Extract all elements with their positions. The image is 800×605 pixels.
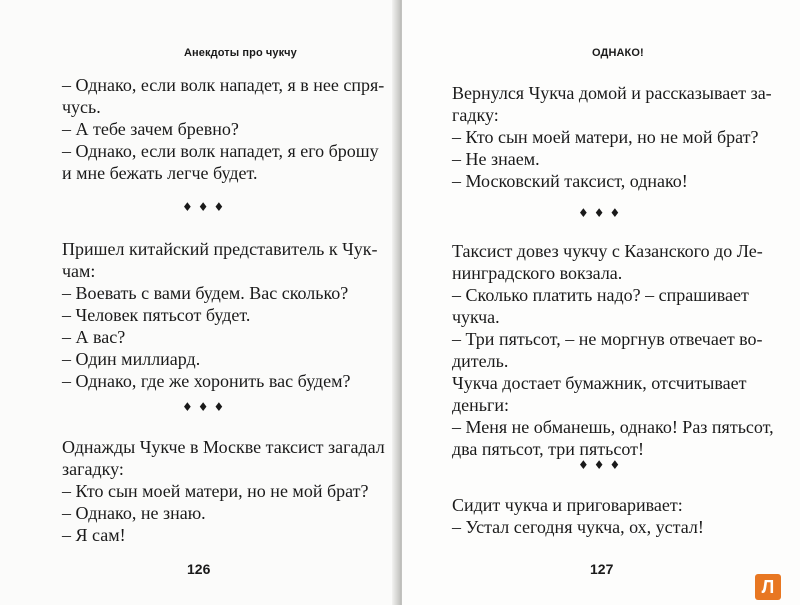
left-line: – Воевать с вами будем. Вас сколько? [62,283,349,303]
right-line: Вернулся Чукча домой и рассказывает за- [452,83,772,103]
left-line: чам: [62,261,96,281]
right-line: – Меня не обманешь, однако! Раз пятьсот, [452,417,774,437]
right-line: Таксист довез чукчу с Казанского до Ле- [452,241,763,261]
section-separator: ♦♦♦ [578,458,626,472]
left-line: – Однако, не знаю. [62,503,206,523]
section-separator: ♦♦♦ [182,400,230,414]
right-running-head: ОДНАКО! [592,47,644,59]
right-line: гадку: [452,105,499,125]
right-line: дитель. [452,351,509,371]
left-line: – А тебе зачем бревно? [62,119,239,139]
left-line: Пришел китайский представитель к Чук- [62,239,378,259]
right-line: чукча. [452,307,500,327]
right-line: – Сколько платить надо? – спрашивает [452,285,749,305]
left-line: – А вас? [62,327,126,347]
right-line: нинградского вокзала. [452,263,623,283]
right-line: – Три пятьсот, – не моргнув отвечает во- [452,329,763,349]
right-line: – Кто сын моей матери, но не мой брат? [452,127,759,147]
left-line: Однажды Чукче в Москве таксист загадал [62,437,385,457]
left-line: – Кто сын моей матери, но не мой брат? [62,481,369,501]
left-line: и мне бежать легче будет. [62,163,258,183]
section-separator: ♦♦♦ [578,206,626,220]
left-line: – Человек пятьсот будет. [62,305,251,325]
right-line: деньги: [452,395,510,415]
right-line: Сидит чукча и приговаривает: [452,495,683,515]
left-page-number: 126 [187,561,211,577]
right-line: два пятьсот, три пятьсот! [452,439,644,459]
left-line: – Один миллиард. [62,349,201,369]
left-line: – Однако, если волк нападет, я его брошу [62,141,379,161]
left-line: – Однако, где же хоронить вас будем? [62,371,351,391]
right-line: – Не знаем. [452,149,540,169]
right-page-number: 127 [590,561,614,577]
section-separator: ♦♦♦ [182,200,230,214]
left-running-head: Анекдоты про чукчу [184,47,297,59]
left-line: чусь. [62,97,101,117]
right-line: – Устал сегодня чукча, ох, устал! [452,517,704,537]
publisher-logo-icon: Л [755,574,781,600]
right-line: – Московский таксист, однако! [452,171,688,191]
left-line: – Я сам! [62,525,126,545]
left-page [0,0,398,605]
right-line: Чукча достает бумажник, отсчитывает [452,373,747,393]
left-line: – Однако, если волк нападет, я в нее спря- [62,75,385,95]
left-line: загадку: [62,459,124,479]
